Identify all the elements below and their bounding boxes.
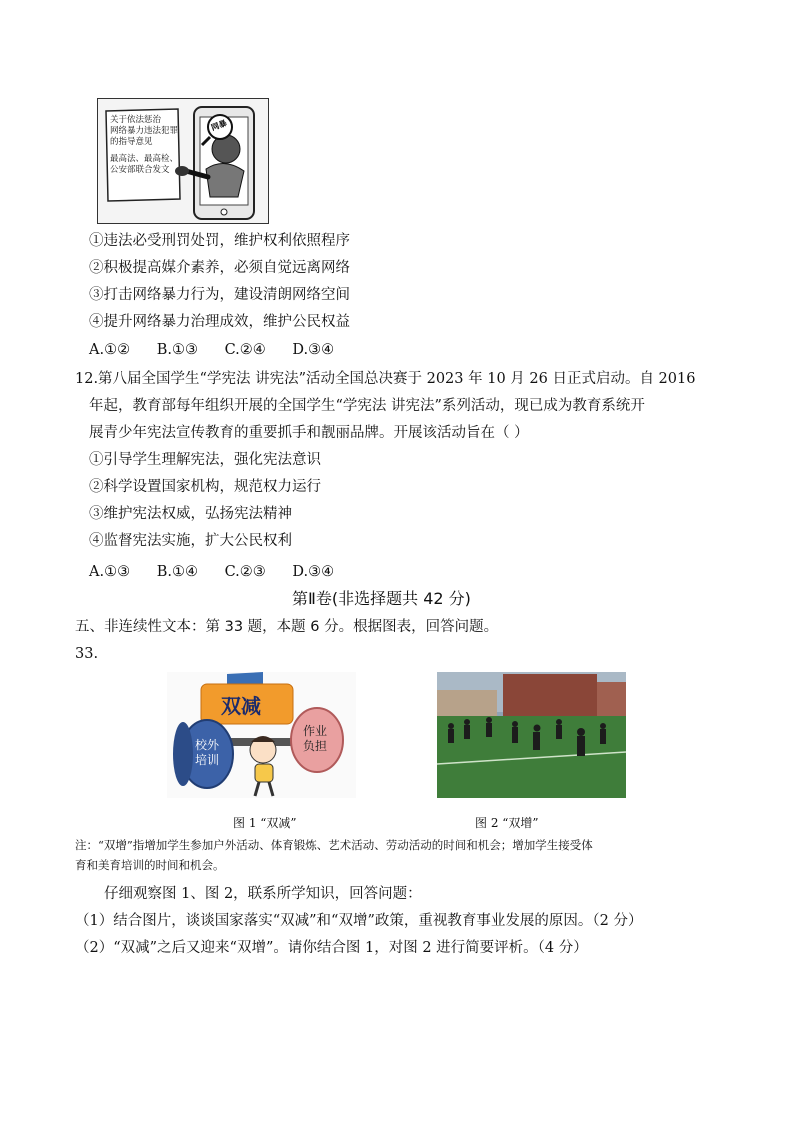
figure1-caption: 图 1 “双减” xyxy=(233,816,297,830)
q12-stem-line: 12.第八届全国学生“学宪法 讲宪法”活动全国总决赛于 2023 年 10 月 26 日正式启动。自 2016 xyxy=(75,371,696,387)
option-d[interactable]: D.③④ xyxy=(292,564,335,580)
option-c[interactable]: C.②④ xyxy=(224,342,266,358)
q11-item: ③打击网络暴力行为，建设清朗网络空间 xyxy=(89,287,350,303)
scroll-line: 公安部联合发文 xyxy=(110,165,170,175)
figure1-right-weight: 作业负担 xyxy=(303,724,328,753)
figure2-drawing xyxy=(437,672,626,798)
option-b[interactable]: B.①④ xyxy=(156,564,198,580)
q12-stem-line: 年起，教育部每年组织开展的全国学生“学宪法 讲宪法”系列活动，现已成为教育系统开 xyxy=(89,398,645,414)
q12-item: ③维护宪法权威，弘扬宪法精神 xyxy=(89,506,292,522)
figure2-caption: 图 2 “双增” xyxy=(475,816,539,830)
q11-item: ①违法必受刑罚处罚，维护权利依照程序 xyxy=(89,233,350,249)
scroll-line: 的指导意见 xyxy=(110,137,153,147)
note-line: 育和美育培训的时间和机会。 xyxy=(75,858,225,872)
q12-item: ②科学设置国家机构，规范权力运行 xyxy=(89,479,321,495)
q12-item: ④监督宪法实施，扩大公民权利 xyxy=(89,533,292,549)
subquestion-1: （1）结合图片，谈谈国家落实“双减”和“双增”政策，重视教育事业发展的原因。（2 分） xyxy=(75,913,643,929)
figure1-banner: 双减 xyxy=(221,694,261,718)
note-line: 注：“双增”指增加学生参加户外活动、体育锻炼、艺术活动、劳动活动的时间和机会；增加学生接受体 xyxy=(75,838,593,852)
part2-title: 第Ⅱ卷(非选择题共 42 分) xyxy=(292,589,471,608)
figure1-double-reduction xyxy=(167,672,356,798)
scroll-line: 最高法、最高检、 xyxy=(110,154,179,164)
figure1-left-weight: 校外培训 xyxy=(195,738,220,767)
scroll-line: 网络暴力违法犯罪 xyxy=(110,126,179,136)
q12-options xyxy=(89,562,356,582)
subquestion-2: （2）“双减”之后又迎来“双增”。请你结合图 1，对图 2 进行简要评析。（4 分） xyxy=(75,940,588,956)
cartoon-badge-text: 网暴 xyxy=(209,118,229,133)
scroll-line: 关于依法惩治 xyxy=(110,115,162,125)
note xyxy=(75,835,725,875)
q11-item: ②积极提高媒介素养，必须自觉远离网络 xyxy=(89,260,350,276)
section-heading: 五、非连续性文本：第 33 题，本题 6 分。根据图表，回答问题。 xyxy=(75,619,499,635)
q12-item: ①引导学生理解宪法，强化宪法意识 xyxy=(89,452,321,468)
option-d[interactable]: D.③④ xyxy=(292,342,335,358)
figure2-students-running-photo xyxy=(437,672,626,798)
q11-item: ④提升网络暴力治理成效，维护公民权益 xyxy=(89,314,350,330)
q12-stem-line: 展青少年宪法宣传教育的重要抓手和靓丽品牌。开展该活动旨在（ ） xyxy=(89,425,529,441)
option-b[interactable]: B.①③ xyxy=(156,342,198,358)
option-a[interactable]: A.①③ xyxy=(89,564,131,580)
option-c[interactable]: C.②③ xyxy=(224,564,266,580)
prompt: 仔细观察图 1、图 2，联系所学知识，回答问题： xyxy=(104,886,422,902)
cyberbullying-cartoon xyxy=(97,98,269,224)
option-a[interactable]: A.①② xyxy=(89,342,131,358)
q11-options xyxy=(89,340,356,360)
cartoon-scroll-text xyxy=(110,115,178,176)
question-number: 33. xyxy=(75,646,99,662)
